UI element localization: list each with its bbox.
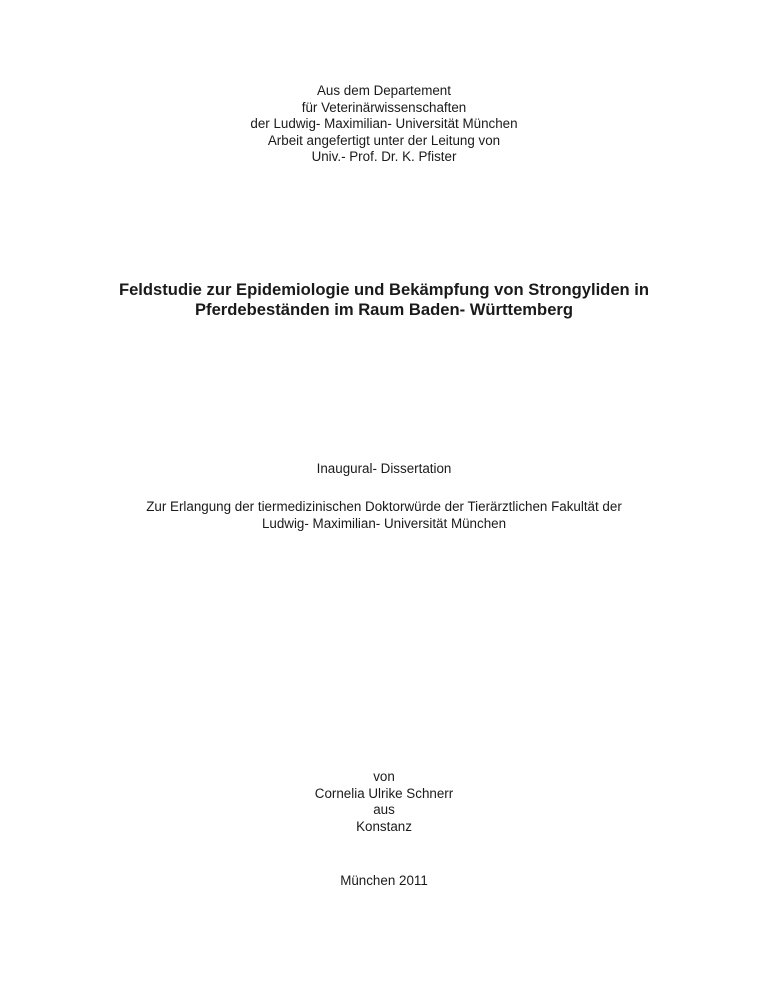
author-hometown: Konstanz [356, 818, 412, 834]
header-line-institution: Aus dem Departement [317, 83, 451, 98]
department-header [0, 83, 768, 166]
header-line-supervisor: Univ.- Prof. Dr. K. Pfister [311, 149, 457, 164]
header-line-supervision: Arbeit angefertigt unter der Leitung von [267, 132, 501, 148]
purpose-line-1: Zur Erlangung der tiermedizinischen Doktorwürde der Tierärztlichen Fakultät der [146, 499, 622, 514]
document-title [0, 280, 768, 320]
author-from-label: aus [373, 802, 395, 817]
title-line-2: Pferdebeständen im Raum Baden- Württemberg [194, 300, 574, 319]
author-by-label: von [373, 769, 395, 784]
purpose-line-2: Ludwig- Maximilian- Universität München [261, 515, 507, 531]
dissertation-type [0, 461, 768, 478]
degree-purpose [0, 499, 768, 532]
place-and-year [0, 873, 768, 890]
author-block [0, 769, 768, 835]
header-line-university: der Ludwig- Maximilian- Universität München [250, 116, 518, 131]
author-name: Cornelia Ulrike Schnerr [314, 785, 454, 801]
title-line-1: Feldstudie zur Epidemiologie und Bekämpfung von Strongyliden in [118, 280, 650, 299]
place-year-label: München 2011 [340, 873, 428, 888]
header-line-faculty: für Veterinärwissenschaften [301, 99, 467, 115]
dissertation-type-label: Inaugural- Dissertation [316, 461, 452, 476]
